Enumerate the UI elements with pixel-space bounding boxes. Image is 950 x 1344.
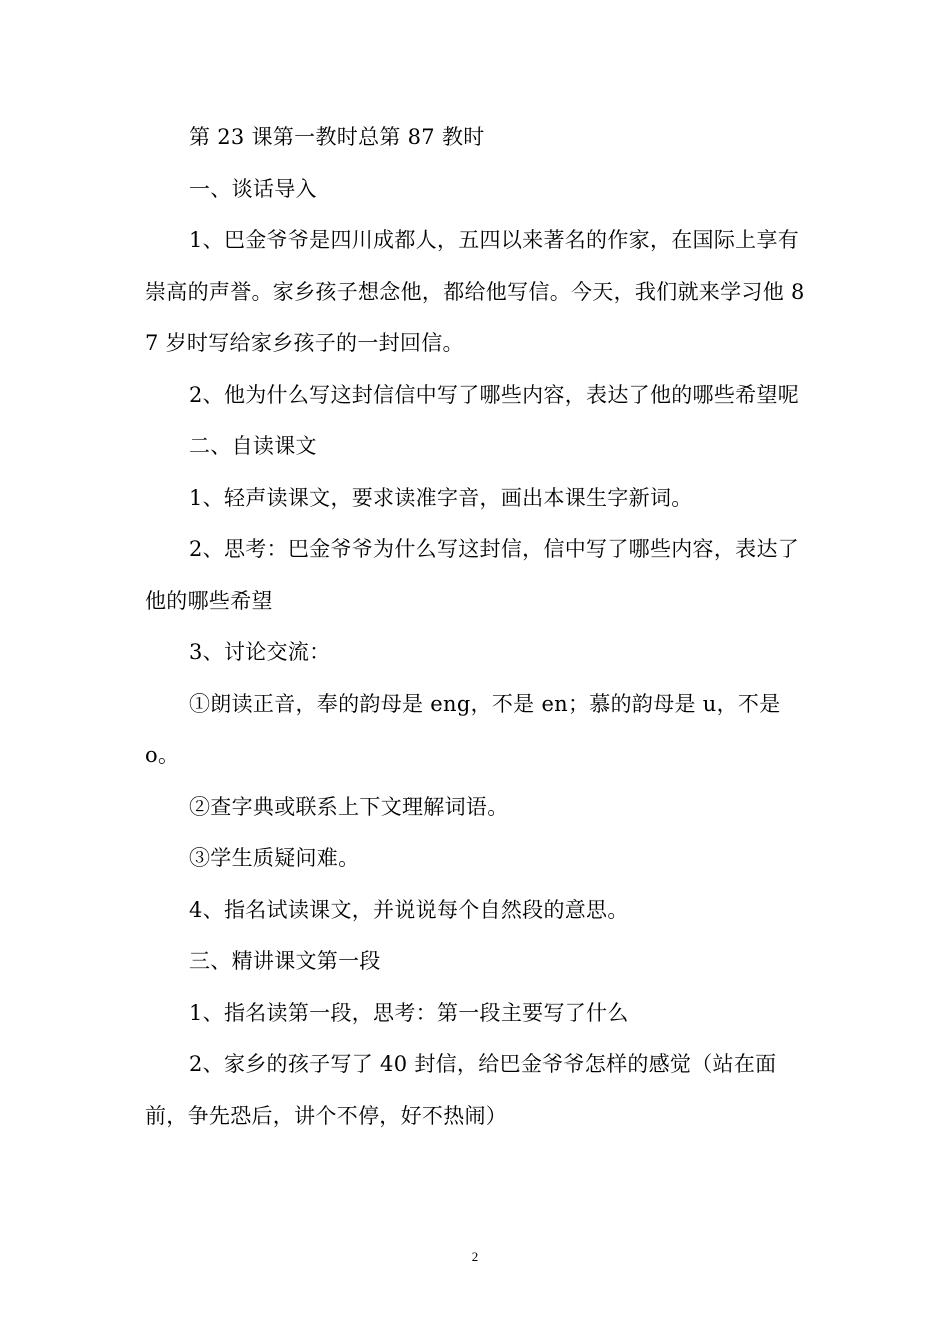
paragraph-reading-item-2: 2、思考：巴金爷爷为什么写这封信，信中写了哪些内容，表达了他的哪些希望 [145,537,800,613]
paragraph-first-item-1: 1、指名读第一段，思考：第一段主要写了什么 [189,1000,629,1025]
paragraph-reading-sub-2: ②查字典或联系上下文理解词语。 [189,794,509,819]
section-heading-introduction: 一、谈话导入 [189,176,317,201]
paragraph-reading-sub-1: ①朗读正音，奉的韵母是 eng，不是 en；慕的韵母是 u，不是 o。 [145,691,781,767]
paragraph-intro-item-2: 2、他为什么写这封信信中写了哪些内容，表达了他的哪些希望呢 [189,382,800,407]
paragraph-reading-sub-3: ③学生质疑问难。 [189,846,360,870]
paragraph-intro-item-1: 1、巴金爷爷是四川成都人，五四以来著名的作家，在国际上享有崇高的声誉。家乡孩子想念他，都给他写信。今天，我们就来学习他 87 岁时写给家乡孩子的一封回信。 [145,228,805,355]
lesson-header: 第 23 课第一教时总第 87 教时 [189,125,485,149]
paragraph-reading-item-3: 3、讨论交流： [189,640,331,664]
page-number: 2 [471,1249,479,1264]
document-body [145,112,807,1142]
section-heading-self-reading: 二、自读课文 [189,434,317,458]
paragraph-first-item-2: 2、家乡的孩子写了 40 封信，给巴金爷爷怎样的感觉（站在面前，争先恐后，讲个不停，好不热闹） [145,1052,777,1128]
section-heading-first-paragraph: 三、精讲课文第一段 [189,949,381,973]
paragraph-reading-item-1: 1、轻声读课文，要求读准字音，画出本课生字新词。 [189,485,693,510]
paragraph-reading-item-4: 4、指名试读课文，并说说每个自然段的意思。 [189,897,629,922]
